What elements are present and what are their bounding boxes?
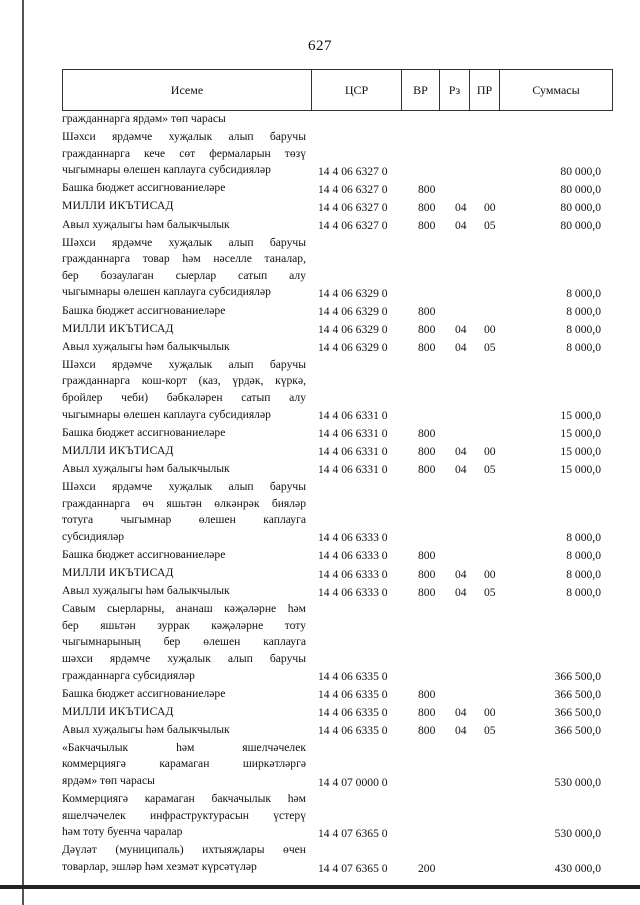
row-sum: 8 000,0 xyxy=(566,531,601,545)
row-name-line: Савым сыерларны, ананаш кәҗәләрне һәм xyxy=(62,602,306,616)
row-pr: 05 xyxy=(484,341,496,355)
row-name-line: Шәхси ярдәмче хуҗалык алып баручы xyxy=(62,479,306,493)
table-row xyxy=(62,704,613,721)
row-name-line: МИЛЛИ ИКЪТИСАД xyxy=(62,443,174,457)
row-name-line: МИЛЛИ ИКЪТИСАД xyxy=(62,321,174,335)
row-csr: 14 4 06 6331 0 xyxy=(318,409,388,423)
row-name-line: чыгымнары өлешен каплауга субсидияләр xyxy=(62,407,271,421)
row-vr: 800 xyxy=(418,445,436,459)
row-sum: 530 000,0 xyxy=(554,826,601,840)
row-sum: 8 000,0 xyxy=(566,549,601,563)
table-row xyxy=(62,303,613,320)
row-sum: 80 000,0 xyxy=(560,182,601,196)
table-row xyxy=(62,111,613,128)
row-name-line: тотуга чыгымнар өлешен каплауга xyxy=(62,513,306,527)
row-name-line: Шәхси ярдәмче хуҗалык алып баручы xyxy=(62,130,306,144)
header-rz: Рз xyxy=(440,70,470,110)
row-rz: 04 xyxy=(455,567,467,581)
row-pr: 00 xyxy=(484,323,496,337)
table-row xyxy=(62,357,613,423)
row-sum: 366 500,0 xyxy=(554,706,601,720)
header-csr: ЦСР xyxy=(312,70,402,110)
row-sum: 80 000,0 xyxy=(560,219,601,233)
row-csr: 14 4 06 6327 0 xyxy=(318,219,388,233)
row-name-line: Башка бюджет ассигнованиеләре xyxy=(62,425,226,439)
table-row xyxy=(62,722,613,739)
table-header xyxy=(62,69,613,111)
row-csr: 14 4 06 6331 0 xyxy=(318,463,388,477)
row-pr: 05 xyxy=(484,219,496,233)
row-pr: 05 xyxy=(484,585,496,599)
row-name-line: Авыл хуҗалыгы һәм балыкчылык xyxy=(62,217,230,231)
row-csr: 14 4 06 6327 0 xyxy=(318,164,388,178)
row-vr: 800 xyxy=(418,688,436,702)
row-sum: 430 000,0 xyxy=(554,861,601,875)
row-csr: 14 4 06 6333 0 xyxy=(318,531,388,545)
row-pr: 00 xyxy=(484,201,496,215)
row-name-line: һәм тоту буенча чаралар xyxy=(62,825,183,839)
row-vr: 800 xyxy=(418,341,436,355)
row-pr: 00 xyxy=(484,445,496,459)
row-rz: 04 xyxy=(455,445,467,459)
row-rz: 04 xyxy=(455,201,467,215)
table-row xyxy=(62,339,613,356)
row-name-line: Шәхси ярдәмче хуҗалык алып баручы xyxy=(62,357,306,371)
row-vr: 800 xyxy=(418,427,436,441)
row-pr: 00 xyxy=(484,706,496,720)
table-row xyxy=(62,601,613,684)
row-csr: 14 4 07 0000 0 xyxy=(318,775,388,789)
table-row xyxy=(62,583,613,600)
row-name-line: Башка бюджет ассигнованиеләре xyxy=(62,686,226,700)
row-vr: 800 xyxy=(418,463,436,477)
row-rz: 04 xyxy=(455,219,467,233)
table-row xyxy=(62,180,613,197)
row-sum: 15 000,0 xyxy=(560,427,601,441)
table-row xyxy=(62,235,613,301)
left-border-line xyxy=(22,0,24,905)
table-row xyxy=(62,842,613,875)
row-name-line: гражданнарга кече сөт фермаларын төзү xyxy=(62,146,306,160)
row-rz: 04 xyxy=(455,706,467,720)
row-vr: 800 xyxy=(418,305,436,319)
row-sum: 8 000,0 xyxy=(566,323,601,337)
row-name-line: Башка бюджет ассигнованиеләре xyxy=(62,303,226,317)
row-name-line: яшелчәчелек инфраструктурасын үстерү xyxy=(62,808,306,822)
row-rz: 04 xyxy=(455,585,467,599)
row-csr: 14 4 06 6335 0 xyxy=(318,688,388,702)
row-name-line: МИЛЛИ ИКЪТИСАД xyxy=(62,199,174,213)
row-sum: 15 000,0 xyxy=(560,445,601,459)
row-name-line: гражданнарга ярдәм» төп чарасы xyxy=(62,112,226,125)
row-csr: 14 4 06 6333 0 xyxy=(318,567,388,581)
table-row xyxy=(62,461,613,478)
row-vr: 800 xyxy=(418,706,436,720)
row-sum: 366 500,0 xyxy=(554,670,601,684)
table-row xyxy=(62,198,613,215)
row-name-line: товарлар, эшләр һәм хезмәт күрсәтүләр xyxy=(62,860,257,874)
row-csr: 14 4 06 6335 0 xyxy=(318,706,388,720)
row-name-line: Авыл хуҗалыгы һәм балыкчылык xyxy=(62,584,230,598)
row-csr: 14 4 06 6329 0 xyxy=(318,305,388,319)
row-csr: 14 4 07 6365 0 xyxy=(318,861,388,875)
row-name-line: Шәхси ярдәмче хуҗалык алып баручы xyxy=(62,235,306,249)
row-rz: 04 xyxy=(455,463,467,477)
table-row xyxy=(62,547,613,564)
row-name-line: гражданнарга өч яшьтән өлкәнрәк бияләр xyxy=(62,496,306,510)
table-row xyxy=(62,425,613,442)
row-name-line: Башка бюджет ассигнованиеләре xyxy=(62,181,226,195)
header-vr: ВР xyxy=(402,70,440,110)
row-name-line: Башка бюджет ассигнованиеләре xyxy=(62,547,226,561)
row-sum: 15 000,0 xyxy=(560,409,601,423)
table-body xyxy=(62,111,613,877)
row-name-line: Дәүләт (муниципаль) ихтыяҗлары өчен xyxy=(62,843,306,857)
row-csr: 14 4 06 6329 0 xyxy=(318,341,388,355)
page-number: 627 xyxy=(308,38,332,54)
bottom-border-line xyxy=(0,885,640,889)
row-csr: 14 4 06 6329 0 xyxy=(318,287,388,301)
header-name: Исеме xyxy=(63,70,312,110)
row-csr: 14 4 06 6331 0 xyxy=(318,445,388,459)
table-row xyxy=(62,565,613,582)
row-name-line: МИЛЛИ ИКЪТИСАД xyxy=(62,704,174,718)
header-sum: Суммасы xyxy=(532,82,580,97)
row-name-line: Авыл хуҗалыгы һәм балыкчылык xyxy=(62,461,230,475)
row-rz: 04 xyxy=(455,341,467,355)
row-name-line: гражданнарга субсидияләр xyxy=(62,668,195,682)
row-vr: 800 xyxy=(418,724,436,738)
row-name-line: бер яшьтән зуррак кәҗәләрне тоту xyxy=(62,618,306,632)
row-vr: 800 xyxy=(418,201,436,215)
row-rz: 04 xyxy=(455,323,467,337)
row-csr: 14 4 06 6327 0 xyxy=(318,182,388,196)
row-vr: 800 xyxy=(418,567,436,581)
row-name-line: гражданнарга кош-корт (каз, үрдәк, күркә, xyxy=(62,374,306,388)
row-vr: 800 xyxy=(418,549,436,563)
table-row xyxy=(62,321,613,338)
row-sum: 15 000,0 xyxy=(560,463,601,477)
header-pr: ПР xyxy=(470,70,500,110)
row-name-line: субсидияләр xyxy=(62,529,125,543)
table-row xyxy=(62,443,613,460)
row-pr: 05 xyxy=(484,724,496,738)
row-csr: 14 4 06 6333 0 xyxy=(318,549,388,563)
table-row xyxy=(62,791,613,841)
row-name-line: бройлер чеби) бәбкәләрен сатып алу xyxy=(62,391,306,404)
row-csr: 14 4 06 6335 0 xyxy=(318,670,388,684)
row-name-line: бер бозаулаган сыерлар сатып алу xyxy=(62,268,306,282)
row-vr: 800 xyxy=(418,219,436,233)
row-sum: 366 500,0 xyxy=(554,688,601,702)
row-pr: 00 xyxy=(484,567,496,581)
row-sum: 8 000,0 xyxy=(566,585,601,599)
row-vr: 800 xyxy=(418,585,436,599)
row-csr: 14 4 06 6335 0 xyxy=(318,724,388,738)
row-name-line: коммерциягә карамаган ширкәтләргә xyxy=(62,757,306,771)
row-name-line: Коммерциягә карамаган бакчачылык һәм xyxy=(62,792,306,806)
row-csr: 14 4 06 6329 0 xyxy=(318,323,388,337)
row-name-line: шәхси ярдәмче хуҗалык алып баручы xyxy=(62,651,306,665)
row-sum: 80 000,0 xyxy=(560,164,601,178)
row-pr: 05 xyxy=(484,463,496,477)
row-name-line: чыгымнарының бер өлешен каплауга xyxy=(62,635,306,649)
table-row xyxy=(62,686,613,703)
row-csr: 14 4 06 6333 0 xyxy=(318,585,388,599)
row-vr: 200 xyxy=(418,861,436,875)
row-name-line: чыгымнары өлешен каплауга субсидияләр xyxy=(62,163,271,177)
table-row xyxy=(62,129,613,179)
row-sum: 530 000,0 xyxy=(554,775,601,789)
row-sum: 366 500,0 xyxy=(554,724,601,738)
table-row xyxy=(62,479,613,545)
row-sum: 8 000,0 xyxy=(566,567,601,581)
row-name-line: Авыл хуҗалыгы һәм балыкчылык xyxy=(62,722,230,736)
row-vr: 800 xyxy=(418,323,436,337)
row-name-line: Авыл хуҗалыгы һәм балыкчылык xyxy=(62,339,230,353)
table-row xyxy=(62,217,613,234)
row-name-line: чыгымнары өлешен каплауга субсидияләр xyxy=(62,285,271,299)
row-name-line: «Бакчачылык һәм яшелчәчелек xyxy=(62,740,306,754)
row-sum: 8 000,0 xyxy=(566,287,601,301)
row-name-line: гражданнарга товар һәм нәселле таналар, xyxy=(62,252,306,266)
table-row xyxy=(62,740,613,790)
row-csr: 14 4 06 6327 0 xyxy=(318,201,388,215)
row-csr: 14 4 07 6365 0 xyxy=(318,826,388,840)
row-sum: 80 000,0 xyxy=(560,201,601,215)
row-rz: 04 xyxy=(455,724,467,738)
row-sum: 8 000,0 xyxy=(566,341,601,355)
row-sum: 8 000,0 xyxy=(566,305,601,319)
row-name-line: ярдәм» төп чарасы xyxy=(62,774,155,788)
row-name-line: МИЛЛИ ИКЪТИСАД xyxy=(62,565,174,579)
row-vr: 800 xyxy=(418,182,436,196)
row-csr: 14 4 06 6331 0 xyxy=(318,427,388,441)
